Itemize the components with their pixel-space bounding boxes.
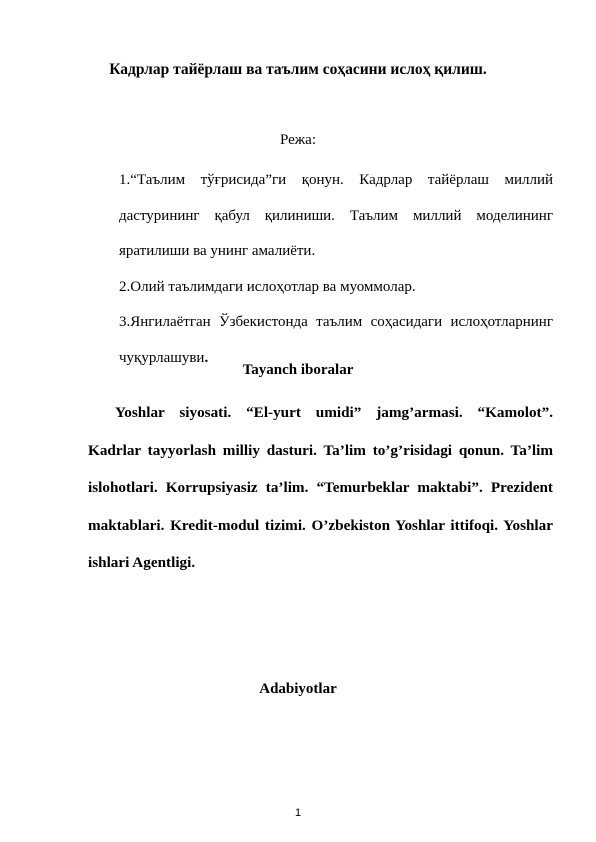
keywords-paragraph: Yoshlar siyosati. “El-yurt umidi” jamg’armasi. “Kamolot”. Kadrlar tayyorlash milliy dasturi. Ta’lim to’g’risidagi qonun. Ta’lim islohotlari. Korrupsiyasiz ta’lim. “Temurbeklar maktabi”. Prezident maktablari. Kredit-modul tizimi. O’zbekiston Yoshlar ittifoqi. Yoshlar ishlari Agentligi.	[88, 404, 553, 572]
plan-item-3-period: .	[204, 349, 209, 366]
page-number: 1	[294, 807, 302, 819]
plan-item-2: 2.Олий таълимдаги ислоҳотлар ва муоммолар.	[119, 278, 416, 295]
plan-list	[119, 163, 553, 377]
document-title: Кадрлар тайёрлаш ва таълим соҳасини ислоҳ қилиш.	[109, 61, 487, 78]
keywords-heading: Tayanch iboralar	[242, 362, 354, 378]
plan-item-3-text: 3.Янгилаётган Ўзбекистонда таълим соҳасидаги ислоҳотларнинг чуқурлашуви	[119, 314, 553, 366]
plan-heading: Режа:	[280, 132, 316, 148]
literature-heading: Adabiyotlar	[259, 681, 337, 697]
plan-item-1: 1.“Таълим тўғрисида”ги қонун. Кадрлар тайёрлаш миллий дастурининг қабул қилиниши. Таълим миллий моделининг яратилиши ва унинг амалиёти.	[119, 172, 553, 260]
